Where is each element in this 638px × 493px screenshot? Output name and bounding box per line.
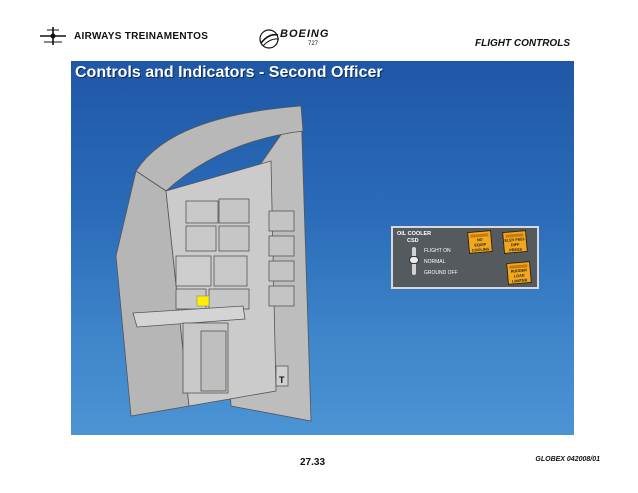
- door-marker: T: [279, 375, 285, 385]
- switch-position-flight-on: FLIGHT ON: [424, 248, 451, 254]
- document-code: GLOBEX 042008/01: [535, 456, 600, 463]
- light-text: LOAD: [513, 273, 525, 279]
- elev-feel-diff-press-light: [502, 230, 528, 254]
- light-text: RUDDER: [510, 268, 528, 274]
- header-left: [40, 25, 208, 47]
- boeing-symbol-icon: [258, 28, 280, 50]
- oil-cooler-switch[interactable]: [409, 256, 419, 264]
- page-number: 27.33: [300, 457, 326, 468]
- light-text: EQUIP: [474, 242, 487, 248]
- boeing-wordmark: BOEING: [280, 28, 330, 40]
- switch-position-ground-off: GROUND OFF: [424, 270, 458, 276]
- slide: [71, 61, 574, 435]
- light-text: NO: [476, 237, 483, 243]
- switch-position-normal: NORMAL: [424, 259, 446, 265]
- light-text: DIFF: [510, 242, 520, 248]
- section-title: FLIGHT CONTROLS: [475, 38, 570, 49]
- slide-title: Controls and Indicators - Second Officer: [75, 64, 383, 81]
- light-text: PRESS: [509, 247, 523, 253]
- light-text: ELEV FEEL: [504, 237, 526, 243]
- light-text: COOLING: [471, 247, 490, 253]
- airplane-logo-icon: [40, 25, 66, 47]
- light-text: LIMITER: [511, 278, 528, 284]
- oil-cooler-panel: [391, 226, 539, 289]
- panel-heading-csd: CSD: [407, 238, 419, 244]
- aircraft-model: 727: [308, 41, 319, 47]
- no-equip-cooling-light: [467, 230, 493, 254]
- company-name: AIRWAYS TREINAMENTOS: [74, 30, 209, 42]
- highlighted-panel: [197, 296, 209, 306]
- panel-heading-oil-cooler: OIL COOLER: [397, 231, 432, 237]
- rudder-load-limiter-light: [506, 261, 532, 285]
- boeing-logo: [258, 26, 344, 52]
